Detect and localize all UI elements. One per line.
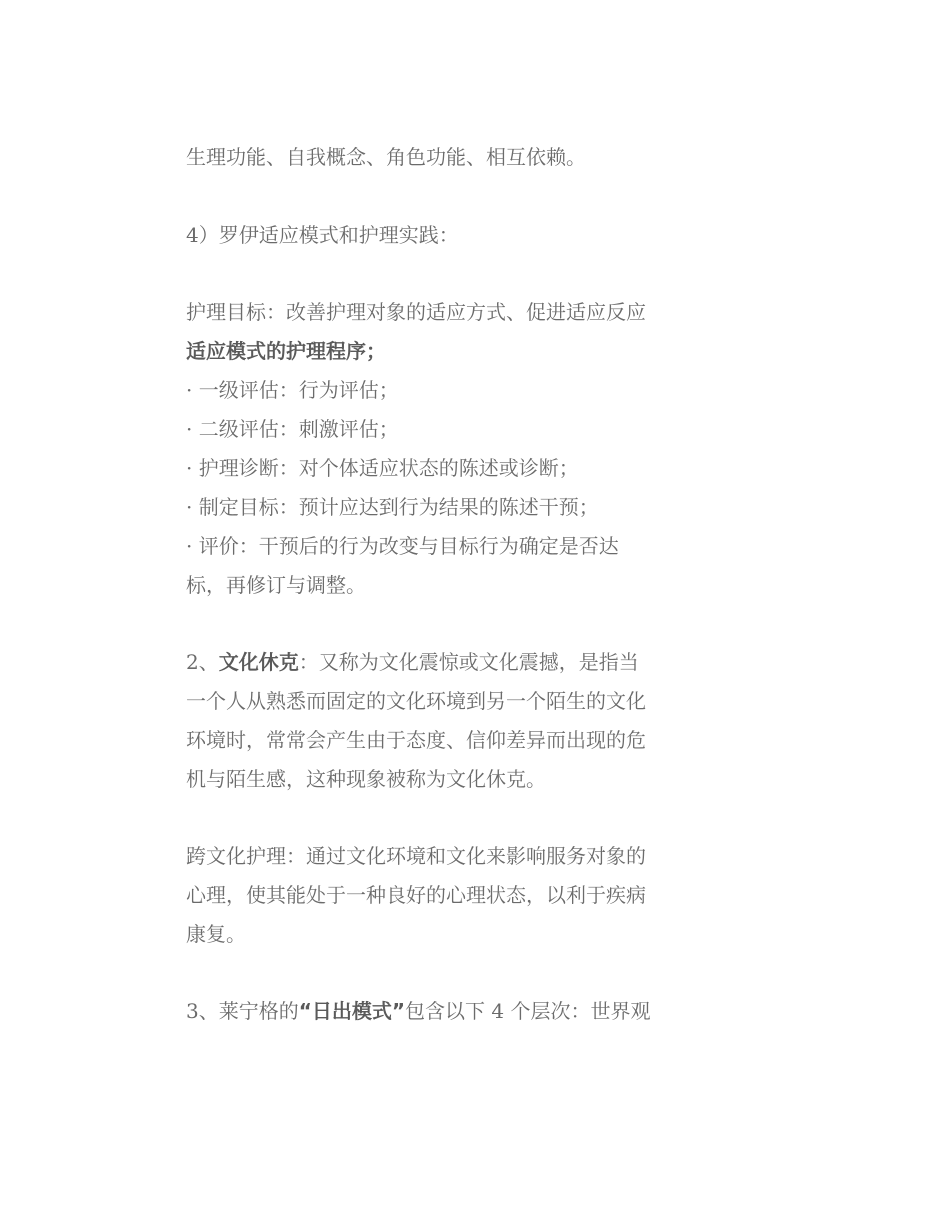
paragraph-functions: 生理功能、自我概念、角色功能、相互依赖。 <box>186 145 586 169</box>
heading-roy-practice: 4）罗伊适应模式和护理实践： <box>186 223 459 247</box>
transcultural-line-2: 心理，使其能处于一种良好的心理状态，以利于疾病 <box>186 883 646 907</box>
culture-shock-line-1 <box>186 649 639 675</box>
list-item: · 护理诊断：对个体适应状态的陈述或诊断； <box>186 456 579 480</box>
nursing-process-heading: 适应模式的护理程序； <box>186 339 386 363</box>
culture-shock-term: 文化休克 <box>218 650 299 674</box>
culture-shock-line-4: 机与陌生感，这种现象被称为文化休克。 <box>186 767 546 791</box>
culture-shock-prefix: 2、 <box>186 650 219 674</box>
culture-shock-line-3: 环境时，常常会产生由于态度、信仰差异而出现的危 <box>186 728 646 752</box>
culture-shock-line-2: 一个人从熟悉而固定的文化环境到另一个陌生的文化 <box>186 689 646 713</box>
sunrise-rest: 包含以下 4 个层次：世界观 <box>405 999 651 1023</box>
sunrise-model-line <box>186 998 650 1024</box>
list-item: · 二级评估：刺激评估； <box>186 417 399 441</box>
sunrise-prefix: 3、莱宁格的 <box>186 999 299 1023</box>
list-item: · 评价：干预后的行为改变与目标行为确定是否达 <box>186 534 619 558</box>
list-item: 标，再修订与调整。 <box>186 573 366 597</box>
transcultural-line-3: 康复。 <box>186 922 246 946</box>
list-item: · 制定目标：预计应达到行为结果的陈述干预； <box>186 495 599 519</box>
sunrise-term: “日出模式” <box>298 999 406 1023</box>
list-item: · 一级评估：行为评估； <box>186 378 399 402</box>
transcultural-line-1: 跨文化护理：通过文化环境和文化来影响服务对象的 <box>186 844 646 868</box>
nursing-goal: 护理目标：改善护理对象的适应方式、促进适应反应 <box>186 300 646 324</box>
culture-shock-definition: ：又称为文化震惊或文化震撼，是指当 <box>298 650 639 674</box>
